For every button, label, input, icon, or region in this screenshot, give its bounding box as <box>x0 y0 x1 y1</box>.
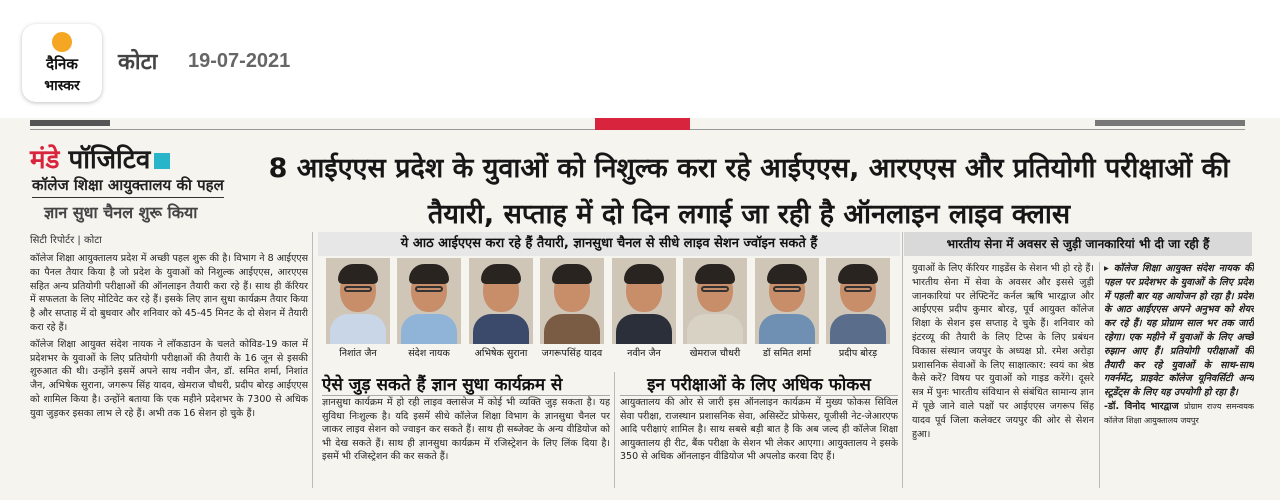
ias-photo-caption: डॉ समित शर्मा <box>762 348 812 359</box>
body-focus: आयुक्तालय की ओर से जारी इस ऑनलाइन कार्यक्रम में मुख्य फोकस सिविल सेवा परीक्षा, राजस्थान प्रशासनिक सेवा, असिस्टेंट प्रोफेसर, यूजीसी नेट-जेआरएफ आदि परीक्षाएं शामिल है। साथ सबसे बड़ी बात है कि अब जल्द ही कॉलेज शिक्षा आयुक्तालय ही रीट, बैंक परीक्षा के सेशन भी लेकर आएगा। आयुक्तालय ने इसके 350 से अधिक ऑनलाइन वीडियोज भी अपलोड करवा दिए हैं। <box>620 397 898 463</box>
subheading-join: ऐसे जुड़ सकते हैं ज्ञान सुधा कार्यक्रम से <box>322 372 610 396</box>
column-divider <box>312 232 313 488</box>
column-divider <box>1099 262 1100 488</box>
header-bar <box>0 0 1280 118</box>
square-icon <box>154 153 170 169</box>
ias-photo <box>326 258 390 344</box>
ias-photo-caption: जगरूपसिंह यादव <box>541 348 603 359</box>
reporter-byline: सिटी रिपोर्टर | कोटा <box>30 235 102 246</box>
channel-subtitle: ज्ञान सुधा चैनल शुरू किया <box>44 203 198 222</box>
ias-photo <box>540 258 604 344</box>
ias-photo <box>683 258 747 344</box>
left-column-body <box>30 252 308 488</box>
column-title-dark: पॉजिटिव <box>68 145 151 175</box>
ias-photo <box>469 258 533 344</box>
date-label: 19-07-2021 <box>188 50 291 72</box>
main-headline: 8 आईएएस प्रदेश के युवाओं को निशुल्क करा रहे आईएएस, आरएएस और प्रतियोगी परीक्षाओं की तैयारी, सप्ताह में दो दिन लगाई जा रही है ऑनलाइन लाइव क्लास <box>268 153 1230 230</box>
ias-photo-caption: प्रदीप बोरड़ <box>838 348 878 359</box>
ias-photo <box>397 258 461 344</box>
left-paragraph-2: कॉलेज शिक्षा आयुक्त संदेश नायक ने लॉकडाउन के चलते कोविड-19 काल में प्रदेशभर के युवाओं के लिए प्रतियोगी परीक्षाओं की तैयारी के 16 जून से इसकी शुरुआत की थी। उन्होंने इसमें अपने साथ नवीन जैन, डॉ. समित शर्मा, निशांत जैन, अभिषेक सुराना, जगरूप सिंह यादव, खेमराज चौधरी, प्रदीप बोरड़ आईएएस को शामिल किया है। उन्होंने बताया कि एक महीने प्रदेशभर के 7300 से अधिक युवा जुड़कर इसका लाभ ले रहे हैं। अभी तक 16 सेशन हो चुके हैं। <box>30 338 308 419</box>
edge-city-tag <box>595 118 690 130</box>
army-strip-heading: भारतीय सेना में अवसर से जुड़ी जानकारियां भी दी जा रही हैं <box>904 232 1252 256</box>
photo-strip-heading: ये आठ आईएएस करा रहे हैं तैयारी, ज्ञानसुधा चैनल से सीधे लाइव सेशन ज्वॉइन सकते हैं <box>318 232 900 256</box>
quote-text: ▸ कॉलेज शिक्षा आयुक्त संदेश नायक की पहल पर प्रदेशभर के युवाओं के लिए प्रदेश में पहली बार यह आयोजन हो रहा है। प्रदेश के आठ आईएएस अपने अनुभव को शेयर कर रहे हैं। यह प्रोग्राम साल भर तक जारी रहेगा। एक महीने में युवाओं के लिए अच्छे रुझान आए हैं। प्रतियोगी परीक्षाओं की तैयारी कर रहे युवाओं के साथ-साथ गवर्नमेंट, प्राइवेट कॉलेज यूनिवर्सिटी अन्य स्टूडेंट्स के लिए यह उपयोगी हो रहा है। <box>1104 263 1254 399</box>
sun-icon <box>52 32 72 52</box>
quote-column <box>1104 262 1254 488</box>
ias-photo <box>755 258 819 344</box>
column-title <box>30 140 170 176</box>
ias-photo-caption: खेमराज चौधरी <box>689 348 741 359</box>
ias-photo-caption: निशांत जैन <box>339 348 377 359</box>
edge-stub-left <box>30 120 110 126</box>
initiative-subtitle: कॉलेज शिक्षा आयुक्तालय की पहल <box>32 175 224 198</box>
logo-line2: भास्कर <box>44 78 80 94</box>
ias-photo-row <box>322 258 894 362</box>
column-title-red: मंडे <box>30 145 60 175</box>
ias-photo-caption: संदेश नायक <box>408 348 450 359</box>
quote-signature-role: प्रोग्राम राज्य समन्वयक कॉलेज शिक्षा आयुक्तालय जयपुर <box>1104 401 1254 425</box>
subheading-focus: इन परीक्षाओं के लिए अधिक फोकस <box>620 372 898 396</box>
column-divider <box>614 372 615 488</box>
edge-stub-right <box>1095 120 1245 126</box>
left-paragraph-1: कॉलेज शिक्षा आयुक्तालय प्रदेश में अच्छी पहल शुरू की है। विभाग ने 8 आईएएस का पैनल तैयार किया है जो प्रदेश के युवाओं को निशुल्क आईएएस, आरएएस सहित अन्य प्रतियोगी परीक्षाओं की ऑनलाइन तैयारी करा रहे हैं। साथ ही कॅरियर में सफलता के लिए मोटिवेट कर रहे हैं। इसके लिए ज्ञान सुधा कार्यक्रम तैयार किया है और सप्ताह में दो बुधवार और शनिवार को 45-45 मिनट के दो सेशन में तैयारी करा रहे हैं। <box>30 253 308 333</box>
logo-line1: दैनिक <box>46 55 78 73</box>
city-label: कोटा <box>118 50 158 75</box>
body-join: ज्ञानसुधा कार्यक्रम में हो रही लाइव क्लासेज में कोई भी व्यक्ति जुड़ सकता है। यह सुविधा निःशुल्क है। यदि इसमें सीधे कॉलेज शिक्षा विभाग के ज्ञानसुधा चैनल पर जाकर लाइव सेशन को ज्वाइन कर सकते हैं। साथ ही सब्जेक्ट के अन्य वीडियोज को भी देख सकते हैं। साथ ही ज्ञानसुधा कार्यक्रम में रजिस्ट्रेशन के लिए लिंक दिया है। इसमें भी रजिस्ट्रेशन की कर सकते हैं। <box>322 397 610 463</box>
dainik-bhaskar-logo[interactable] <box>22 24 102 102</box>
page-top-edge <box>30 118 1245 130</box>
ias-photo <box>826 258 890 344</box>
ias-photo-caption: नवीन जैन <box>627 348 661 359</box>
right-column-body: युवाओं के लिए कॅरियर गाइडेंस के सेशन भी हो रहे हैं। भारतीय सेना में सेवा के अवसर और इससे जुड़ी जानकारियां पर लेफ्टिनेंट कर्नल ऋषि भारद्वाज और आईएएस प्रदीप कुमार बोरड़, पूर्व आयुक्त कॉलेज शिक्षा के सेशन इस सप्ताह दे चुके हैं। शनिवार को इंटरव्यू की तैयारी के लिए टिप्स के लिए प्रबंधन विकास संस्थान जयपुर के अध्यक्ष प्रो. रमेश अरोड़ा प्रशासनिक सेवाओं के लिए साक्षात्कार: स्वयं का श्रेष्ठ कैसे करें? विषय पर युवाओं को गाइड करेंगे। दूसरे सत्र में पुनः भारतीय संविधान से संबंधित सामान्य ज्ञान में पूछे जाने वाले पक्षों पर आईएएस जगरूप सिंह यादव पूर्व जिला कलेक्टर जयपुर की ओर से सेशन हुआ। <box>912 263 1094 440</box>
quote-signature: -डॉ. विनोद भारद्वाज <box>1104 400 1179 412</box>
ias-photo <box>612 258 676 344</box>
column-divider <box>902 232 903 488</box>
ias-photo-caption: अभिषेक सुराना <box>474 348 528 359</box>
